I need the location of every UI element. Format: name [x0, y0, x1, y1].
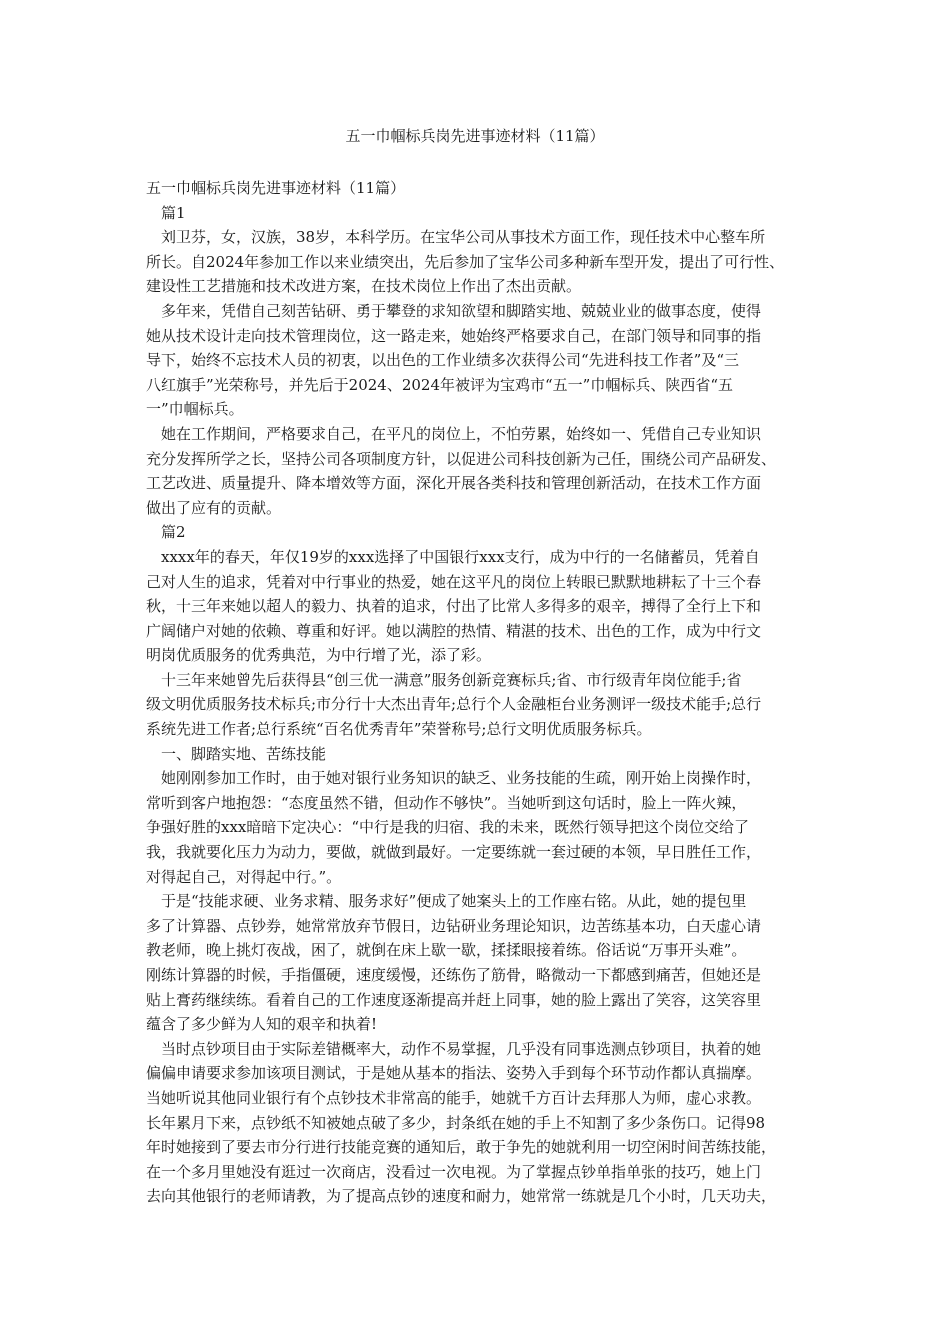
text-line: 一”巾帼标兵。	[146, 400, 244, 419]
text-line: 长年累月下来，点钞纸不知被她点破了多少，封条纸在她的手上不知割了多少条伤口。记得98	[146, 1113, 766, 1132]
text-line: 于是“技能求硬、业务求精、服务求好”便成了她案头上的工作座右铭。从此，她的提包里	[161, 892, 747, 911]
text-line: 她在工作期间，严格要求自己，在平凡的岗位上，不怕劳累，始终如一、凭借自己专业知识	[161, 424, 762, 443]
text-line: 刚练计算器的时候，手指僵硬，速度缓慢，还练伤了筋骨，略微动一下都感到痛苦，但她还是	[146, 966, 762, 984]
text-line: 做出了应有的贡献。	[146, 498, 282, 517]
document-title: 五一巾帼标兵岗先进事迹材料（11篇）	[345, 127, 605, 145]
text-line: 篇1	[161, 203, 186, 222]
text-line: 级文明优质服务技术标兵;市分行十大杰出青年;总行个人金融柜台业务测评一级技术能手;总行	[146, 695, 762, 714]
text-line: 一、脚踏实地、苦练技能	[161, 744, 327, 763]
text-line: 多年来，凭借自己刻苦钻研、勇于攀登的求知欲望和脚踏实地、兢兢业业的做事态度，使得	[161, 301, 762, 320]
text-line: 篇2	[161, 523, 186, 542]
text-line: 十三年来她曾先后获得县“创三优一满意”服务创新竞赛标兵;省、市行级青年岗位能手;省	[161, 670, 742, 689]
text-line: 系统先进工作者;总行系统“百名优秀青年”荣誉称号;总行文明优质服务标兵。	[146, 720, 652, 739]
text-line: xxxx年的春天，年仅19岁的xxx选择了中国银行xxx支行，成为中行的一名储蓄员，凭着自	[161, 547, 760, 566]
text-line: 年时她接到了要去市分行进行技能竞赛的通知后，敢于争先的她就利用一切空闲时间苦练技能，	[146, 1138, 777, 1157]
text-line: 贴上膏药继续练。看着自己的工作速度逐渐提高并赶上同事，她的脸上露出了笑容，这笑容里	[146, 990, 762, 1009]
text-line: 我，我就要化压力为动力，要做，就做到最好。一定要练就一套过硬的本领，早日胜任工作，	[146, 843, 762, 862]
text-line: 争强好胜的xxx暗暗下定决心：“中行是我的归宿、我的未来，既然行领导把这个岗位交给了	[146, 818, 750, 837]
text-line: 导下，始终不忘技术人员的初衷，以出色的工作业绩多次获得公司“先进科技工作者”及“三	[146, 351, 740, 370]
text-line: 八红旗手”光荣称号，并先后于2024、2024年被评为宝鸡市“五一”巾帼标兵、陕西省“五	[146, 375, 734, 394]
text-line: 刘卫芬，女，汉族，38岁，本科学历。在宝华公司从事技术方面工作，现任技术中心整车所	[161, 228, 766, 247]
text-line: 常听到客户地抱怨：“态度虽然不错，但动作不够快”。当她听到这句话时，脸上一阵火辣，	[146, 793, 747, 812]
text-line: 充分发挥所学之长，坚持公司各项制度方针，以促进公司科技创新为己任，围绕公司产品研发、	[146, 449, 777, 468]
text-line: 她从技术设计走向技术管理岗位，这一路走来，她始终严格要求自己，在部门领导和同事的指	[146, 326, 762, 345]
text-line: 在一个多月里她没有逛过一次商店，没看过一次电视。为了掌握点钞单指单张的技巧，她上门	[146, 1162, 762, 1181]
text-line: 当她听说其他同业银行有个点钞技术非常高的能手，她就千方百计去拜那人为师，虚心求教。	[146, 1088, 762, 1107]
text-line: 五一巾帼标兵岗先进事迹材料（11篇）	[146, 179, 406, 197]
text-line: 教老师，晚上挑灯夜战，困了，就倒在床上歇一歇，揉揉眼接着练。俗话说“万事开头难”。	[146, 941, 747, 960]
text-line: 蕴含了多少鲜为人知的艰辛和执着!	[146, 1015, 378, 1034]
text-line: 广阔储户对她的依赖、尊重和好评。她以满腔的热情、精湛的技术、出色的工作，成为中行文	[146, 621, 762, 640]
text-line: 建设性工艺措施和技术改进方案，在技术岗位上作出了杰出贡献。	[146, 277, 582, 296]
text-line: 她刚刚参加工作时，由于她对银行业务知识的缺乏、业务技能的生疏，刚开始上岗操作时，	[161, 769, 762, 788]
text-line: 己对人生的追求，凭着对中行事业的热爱，她在这平凡的岗位上转眼已默默地耕耘了十三个春	[146, 572, 762, 591]
text-line: 秋，十三年来她以超人的毅力、执着的追求，付出了比常人多得多的艰辛，搏得了全行上下和	[146, 597, 762, 616]
text-line: 明岗优质服务的优秀典范，为中行增了光，添了彩。	[146, 646, 492, 665]
text-line: 对得起自己，对得起中行。”。	[146, 867, 342, 886]
text-line: 多了计算器、点钞券，她常常放弃节假日，边钻研业务理论知识，边苦练基本功，白天虚心请	[146, 916, 762, 935]
text-line: 去向其他银行的老师请教，为了提高点钞的速度和耐力，她常常一练就是几个小时，几天功夫，	[146, 1187, 777, 1206]
text-line: 工艺改进、质量提升、降本增效等方面，深化开展各类科技和管理创新活动，在技术工作方面	[146, 474, 762, 493]
document-body	[146, 176, 814, 1209]
text-line: 当时点钞项目由于实际差错概率大，动作不易掌握，几乎没有同事选测点钞项目，执着的她	[161, 1039, 762, 1058]
text-line: 偏偏申请要求参加该项目测试，于是她从基本的指法、姿势入手到每个环节动作都认真揣摩。	[146, 1064, 762, 1083]
text-line: 所长。自2024年参加工作以来业绩突出，先后参加了宝华公司多种新车型开发，提出了可行性、	[146, 252, 785, 271]
